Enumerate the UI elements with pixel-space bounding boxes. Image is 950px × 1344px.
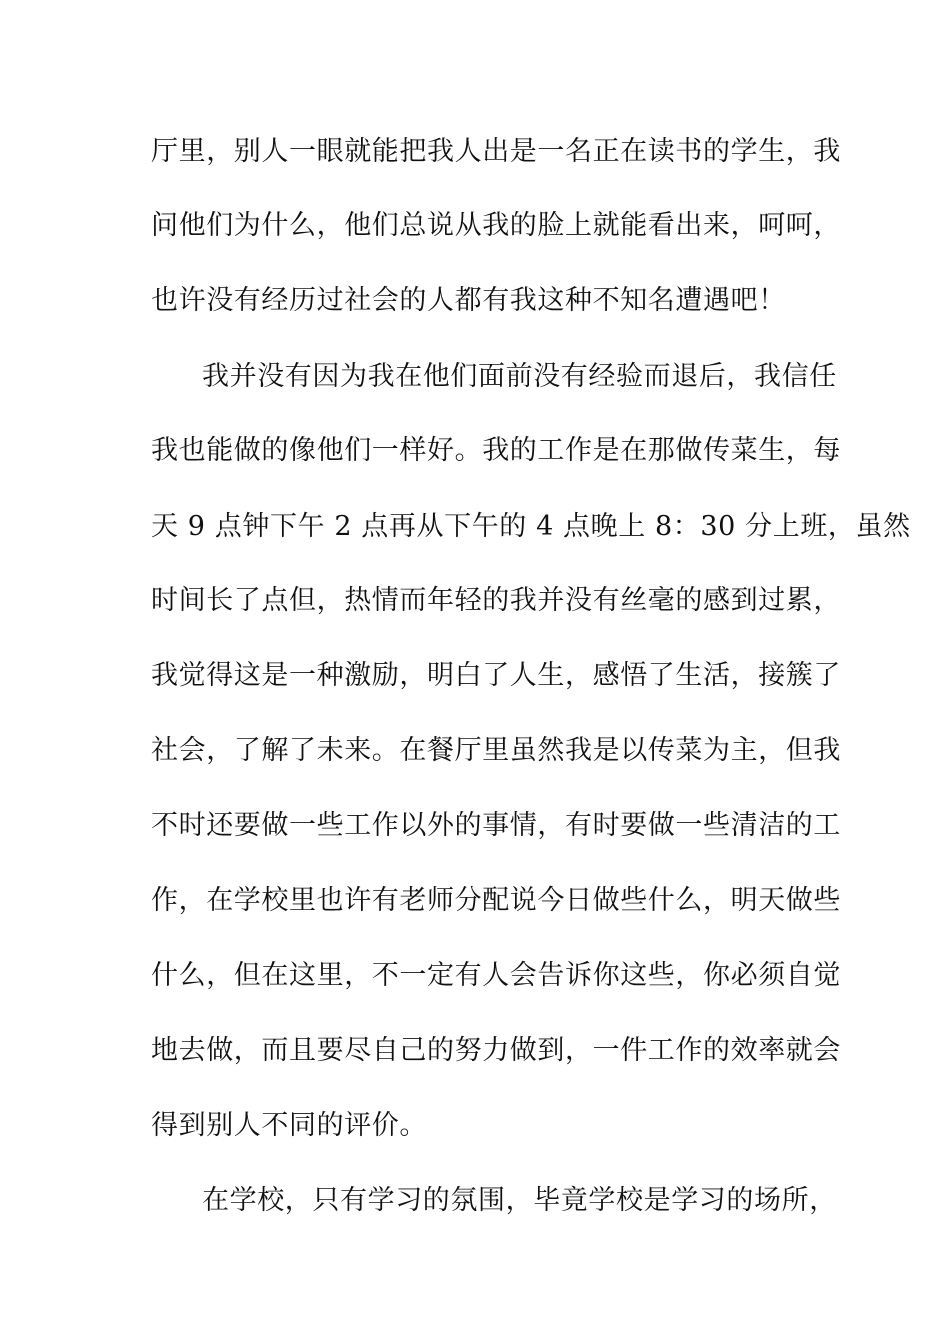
text-line: 厅里，别人一眼就能把我人出是一名正在读书的学生，我 (151, 136, 841, 167)
text-line: 我也能做的像他们一样好。我的工作是在那做传菜生，每 (151, 435, 841, 466)
text-line: 问他们为什么，他们总说从我的脸上就能看出来，呵呵， (151, 210, 841, 241)
paragraph-start-line: 在学校，只有学习的氛围，毕竟学校是学习的场所， (202, 1185, 837, 1216)
text-line: 地去做，而且要尽自己的努力做到，一件工作的效率就会 (151, 1035, 841, 1066)
text-line: 天 9 点钟下午 2 点再从下午的 4 点晚上 8：30 分上班，虽然 (151, 511, 911, 542)
text-line: 不时还要做一些工作以外的事情，有时要做一些清洁的工 (151, 810, 841, 841)
text-line: 也许没有经历过社会的人都有我这种不知名遭遇吧！ (151, 285, 786, 316)
text-line: 得到别人不同的评价。 (151, 1110, 427, 1141)
text-line: 我觉得这是一种激励，明白了人生，感悟了生活，接簇了 (151, 660, 841, 691)
text-line: 什么，但在这里，不一定有人会告诉你这些，你必须自觉 (151, 960, 841, 991)
text-line: 时间长了点但，热情而年轻的我并没有丝毫的感到过累， (151, 585, 841, 616)
text-line: 作，在学校里也许有老师分配说今日做些什么，明天做些 (151, 885, 841, 916)
paragraph-start-line: 我并没有因为我在他们面前没有经验而退后，我信任 (202, 361, 837, 392)
text-line: 社会，了解了未来。在餐厅里虽然我是以传菜为主，但我 (151, 735, 841, 766)
